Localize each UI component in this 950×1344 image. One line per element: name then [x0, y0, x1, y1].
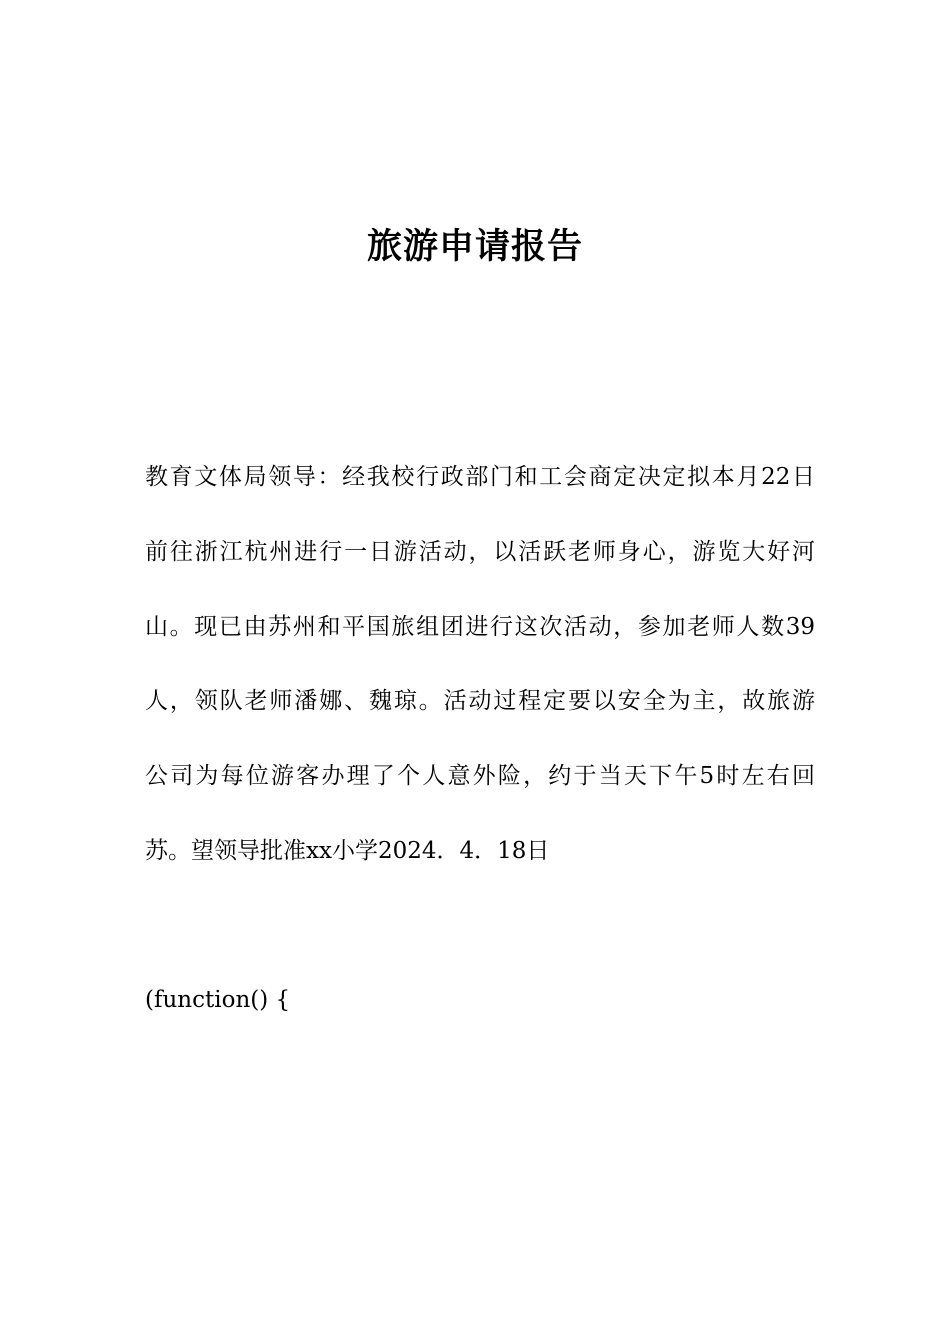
body-line-6: 苏。望领导批准xx小学2024．4．18日	[145, 838, 550, 864]
body-line-5: 公司为每位游客办理了个人意外险，约于当天下午5时左右回	[145, 763, 815, 789]
body-line-3: 山。现已由苏州和平国旅组团进行这次活动，参加老师人数39	[145, 614, 815, 640]
code-snippet: (function() {	[145, 987, 291, 1013]
body-line-4: 人，领队老师潘娜、魏琼。活动过程定要以安全为主，故旅游	[145, 688, 815, 714]
document-title: 旅游申请报告	[366, 227, 583, 267]
body-line-1: 教育文体局领导：经我校行政部门和工会商定决定拟本月22日	[145, 464, 815, 490]
body-line-2: 前往浙江杭州进行一日游活动，以活跃老师身心，游览大好河	[145, 539, 815, 565]
